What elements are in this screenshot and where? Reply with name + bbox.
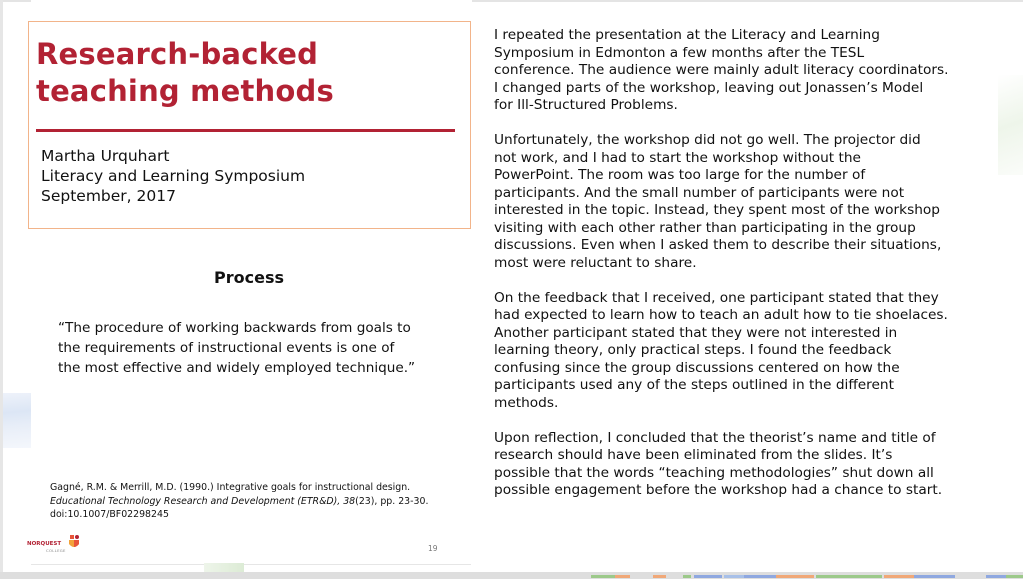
logo-wordmark: NORQUEST [27, 541, 62, 547]
citation-pages: (23), pp. 23-30. [355, 495, 429, 507]
strip-segment [1006, 575, 1023, 578]
text-line: I repeated the presentation at the Literacy and Learning [494, 27, 880, 43]
text-line: for Ill-Structured Problems. [494, 97, 678, 113]
strip-segment [683, 575, 691, 578]
text-line: most were reluctant to share. [494, 254, 697, 271]
text-line: Another participant stated that they were not interested in [494, 324, 898, 341]
strip-segment [816, 575, 882, 578]
slide-title-line: Research-backed [36, 37, 319, 71]
narrative-paragraph [494, 132, 1014, 272]
text-line: participants. And the small number of participants were not [494, 184, 905, 201]
text-line: Upon reflection, I concluded that the theorist’s name and title of [494, 429, 936, 446]
strip-segment [884, 575, 914, 578]
text-line: research should have been eliminated from the slides. It’s [494, 447, 893, 463]
strip-segment [615, 575, 630, 578]
text-line: possible engagement before the workshop had a chance to start. [494, 482, 943, 498]
text-line: I changed parts of the workshop, leaving out Jonassen’s Model [494, 79, 924, 96]
event-date: September, 2017 [41, 187, 176, 205]
process-quote [58, 318, 463, 378]
strip-segment [653, 575, 666, 578]
strip-segment [914, 575, 955, 578]
strip-segment [724, 575, 744, 578]
text-line: participants used any of the steps outlined in the different [494, 377, 894, 393]
quote-line: the most effective and widely employed technique.” [58, 360, 416, 376]
text-line: PowerPoint. The room was too large for the number of [494, 167, 866, 183]
text-line: On the feedback that I received, one participant stated that they [494, 289, 939, 306]
quote-line: “The procedure of working backwards from goals to [58, 320, 411, 336]
event-name: Literacy and Learning Symposium [41, 167, 306, 185]
narrative-text [494, 27, 1014, 517]
text-line: confusing since the group discussions centered on how the [494, 359, 900, 376]
text-line: Unfortunately, the workshop did not go well. The projector did [494, 132, 921, 148]
slide-bottom-border [31, 564, 471, 565]
slide-title [36, 36, 456, 110]
text-line: conference. The audience were mainly adult literacy coordinators. [494, 62, 949, 78]
title-underline [36, 129, 455, 132]
narrative-paragraph [494, 430, 1014, 500]
title-slide [28, 21, 471, 229]
left-gutter [0, 0, 3, 579]
text-line: possible that the words “teaching methodologies” shut down all [494, 464, 934, 481]
text-line: had expected to learn how to teach an adult how to tie shoelaces. [494, 307, 948, 323]
strip-segment [694, 575, 722, 578]
narrative-paragraph [494, 27, 1014, 115]
strip-segment [986, 575, 1006, 578]
decorative-blue-swoosh [3, 393, 31, 448]
slide-subtitle [41, 146, 441, 206]
citation-authors: Gagné, R.M. & Merrill, M.D. (1990.) Integrative goals for instructional design. [50, 482, 411, 493]
author-name: Martha Urquhart [41, 147, 170, 165]
quote-line: the requirements of instructional events is one of [58, 340, 395, 356]
slide-title-line: teaching methods [36, 74, 334, 108]
strip-segment [776, 575, 814, 578]
text-line: interested in the topic. Instead, they spent most of the workshop [494, 202, 940, 218]
citation-doi: doi:10.1007/BF02298245 [50, 509, 169, 520]
text-line: discussions. Even when I asked them to describe their situations, [494, 237, 942, 253]
text-line: not work, and I had to start the workshop without the [494, 149, 861, 166]
norquest-logo [27, 533, 87, 555]
citation-journal-title: Educational Technology Research and Development (ETR&D), 38 [50, 495, 356, 507]
text-line: Symposium in Edmonton a few months after the TESL [494, 44, 865, 61]
text-line: methods. [494, 394, 559, 411]
process-heading: Process [214, 268, 284, 287]
citation-journal [50, 495, 470, 509]
strip-segment [591, 575, 615, 578]
logo-subtext: COLLEGE [46, 548, 66, 553]
strip-segment [744, 575, 776, 578]
narrative-paragraph [494, 290, 1014, 413]
text-line: learning theory, only practical steps. I found the feedback [494, 342, 892, 358]
citation [50, 481, 470, 522]
slide-page-number: 19 [428, 544, 438, 553]
text-line: visiting with each other rather than participating in the group [494, 219, 916, 236]
